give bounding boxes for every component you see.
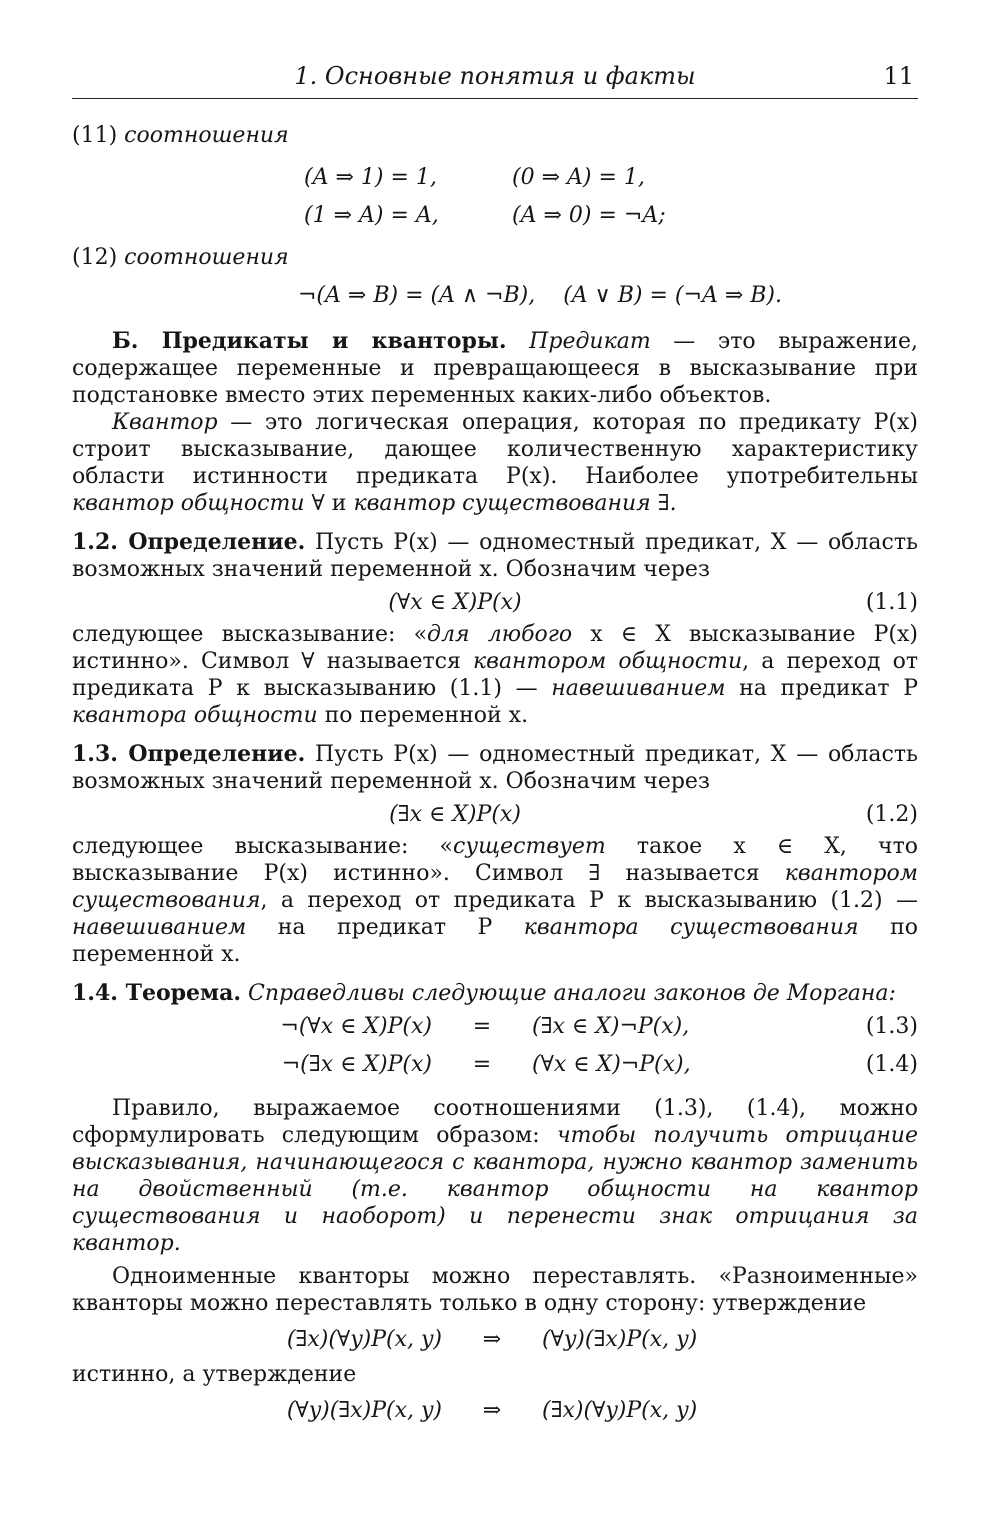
quantor-paragraph: Квантор — это логическая операция, которая по предикату P(x) строит высказывание, дающее количественную характеристику области истинности предиката P(x). Наиболее употребительны квантор общности ∀ и квантор существования ∃. xyxy=(72,410,918,516)
equation-1-2: (∃x ∈ X)P(x) (1.2) xyxy=(389,801,918,827)
permutation-formula-1: (∃x)(∀y)P(x, y) ⇒ (∀y)(∃x)P(x, y) xyxy=(286,1326,698,1352)
section-b-paragraph: Б. Предикаты и кванторы. Предикат — это выражение, содержащее переменные и превращающееся в высказывание при подстановке вместо этих переменных каких-либо объектов. xyxy=(72,328,918,408)
page-number: 11 xyxy=(883,62,914,90)
equation-1-1: (∀x ∈ X)P(x) (1.1) xyxy=(388,589,918,615)
permutation-true-text: истинно, а утверждение xyxy=(72,1362,357,1387)
running-title: 1. Основные понятия и факты xyxy=(294,62,696,90)
theorem-1-4: 1.4. Теорема. Справедливы следующие аналоги законов де Моргана: xyxy=(72,980,896,1006)
item-12-formula: ¬(A ⇒ B) = (A ∧ ¬B), (A ∨ B) = (¬A ⇒ B). xyxy=(298,283,782,308)
equation-1-4: ¬(∃x ∈ X)P(x) = (∀x ∈ X)¬P(x), (1.4) xyxy=(281,1051,918,1077)
equation-1-3: ¬(∀x ∈ X)P(x) = (∃x ∈ X)¬P(x), (1.3) xyxy=(280,1013,918,1039)
item-11: (11) соотношения xyxy=(72,123,289,148)
definition-1-2: 1.2. Определение. Пусть P(x) — одноместный предикат, X — область возможных значений переменной x. Обозначим через xyxy=(72,529,918,582)
item-11-formulas: (A ⇒ 1) = 1, (0 ⇒ A) = 1, (1 ⇒ A) = A, (A ⇒ 0) = ¬A; xyxy=(304,165,666,228)
page xyxy=(72,62,918,1432)
running-header xyxy=(72,62,918,98)
definition-1-3-body: следующее высказывание: «существует такое x ∈ X, что высказывание P(x) истинно». Символ ∃ называется квантором существования, а переход от предиката P к высказыванию (1.2) — навешиванием на предикат P квантора существования по переменной x. xyxy=(72,834,919,967)
permutation-formula-2: (∀y)(∃x)P(x, y) ⇒ (∃x)(∀y)P(x, y) xyxy=(286,1397,698,1423)
item-12: (12) соотношения xyxy=(72,245,289,270)
definition-1-2-body: следующее высказывание: «для любого x ∈ X высказывание P(x) истинно». Символ ∀ называется квантором общности, а переход от предиката P к высказыванию (1.1) — навешиванием на предикат P квантора общности по переменной x. xyxy=(72,622,918,728)
permutation-paragraph: Одноименные кванторы можно переставлять. «Разноименные» кванторы можно переставлять только в одну сторону: утверждение xyxy=(72,1264,918,1316)
definition-1-3: 1.3. Определение. Пусть P(x) — одноместный предикат, X — область возможных значений переменной x. Обозначим через xyxy=(72,741,918,794)
rule-paragraph: Правило, выражаемое соотношениями (1.3), (1.4), можно сформулировать следующим образом: чтобы получить отрицание высказывания, начинающегося с квантора, нужно квантор заменить на двойственный (т.е. квантор общности на квантор существования и наоборот) и перенести знак отрицания за квантор. xyxy=(72,1096,918,1256)
